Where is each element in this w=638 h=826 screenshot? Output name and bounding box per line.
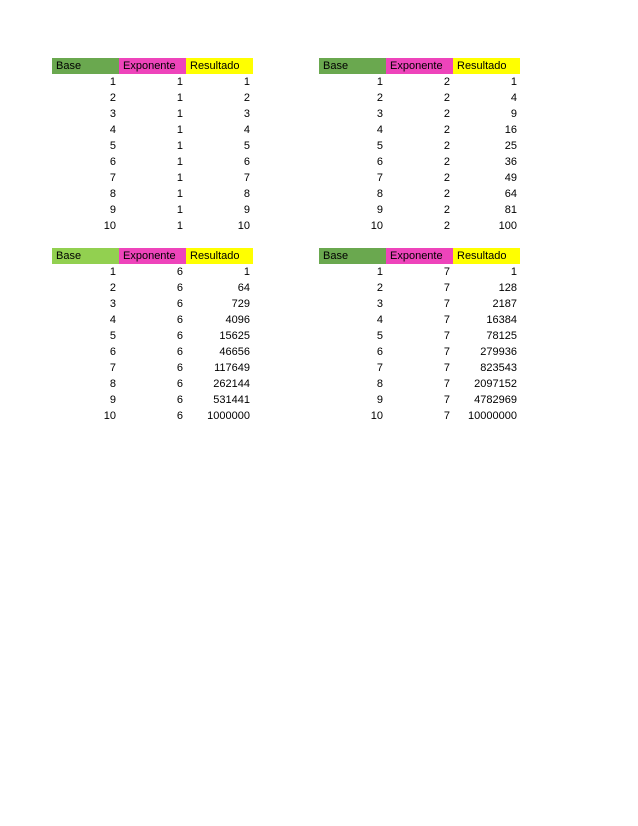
resultado-cell: 9 — [243, 204, 250, 216]
resultado-cell: 78125 — [486, 330, 517, 342]
power-table-exponent-2 — [319, 58, 520, 234]
exponente-cell: 7 — [443, 266, 450, 278]
resultado-cell: 9 — [510, 108, 517, 120]
exponente-cell: 7 — [443, 298, 450, 310]
exponente-cell: 2 — [443, 140, 450, 152]
resultado-cell: 2097152 — [474, 378, 517, 390]
exponente-cell: 6 — [176, 282, 183, 294]
base-cell: 3 — [109, 108, 116, 120]
power-table-exponent-6 — [52, 248, 253, 424]
base-cell: 2 — [376, 282, 383, 294]
base-cell: 7 — [376, 362, 383, 374]
base-cell: 8 — [109, 378, 116, 390]
exponente-header: Exponente — [119, 248, 186, 264]
base-cell: 2 — [376, 92, 383, 104]
resultado-cell: 46656 — [219, 346, 250, 358]
resultado-header: Resultado — [453, 248, 520, 264]
resultado-cell: 1 — [510, 76, 517, 88]
table-row — [52, 376, 253, 392]
power-table-exponent-1 — [52, 58, 253, 234]
resultado-cell: 64 — [504, 188, 517, 200]
resultado-cell: 1 — [243, 76, 250, 88]
exponente-cell: 2 — [443, 92, 450, 104]
table-row — [319, 138, 520, 154]
exponente-cell: 6 — [176, 410, 183, 422]
resultado-cell: 6 — [243, 156, 250, 168]
header-row — [319, 248, 520, 264]
resultado-cell: 117649 — [214, 362, 250, 374]
table-row — [319, 264, 520, 280]
exponente-cell: 1 — [176, 92, 183, 104]
base-cell: 4 — [376, 124, 383, 136]
exponente-cell: 7 — [443, 346, 450, 358]
exponente-cell: 2 — [443, 220, 450, 232]
base-cell: 7 — [109, 172, 116, 184]
table-row — [319, 328, 520, 344]
base-cell: 4 — [109, 124, 116, 136]
base-cell: 10 — [103, 220, 116, 232]
exponente-cell: 6 — [176, 266, 183, 278]
table-row — [52, 122, 253, 138]
base-cell: 6 — [376, 346, 383, 358]
base-cell: 1 — [376, 76, 383, 88]
table-row — [319, 122, 520, 138]
base-cell: 4 — [376, 314, 383, 326]
exponente-cell: 2 — [443, 172, 450, 184]
resultado-cell: 49 — [504, 172, 517, 184]
base-header: Base — [319, 58, 386, 74]
resultado-header: Resultado — [186, 58, 253, 74]
base-cell: 10 — [370, 410, 383, 422]
table-row — [52, 202, 253, 218]
exponente-cell: 1 — [176, 76, 183, 88]
resultado-cell: 531441 — [213, 394, 250, 406]
table-row — [319, 186, 520, 202]
base-cell: 8 — [376, 378, 383, 390]
table-row — [319, 154, 520, 170]
resultado-cell: 81 — [504, 204, 517, 216]
exponente-cell: 1 — [176, 108, 183, 120]
table-row — [52, 344, 253, 360]
resultado-cell: 823543 — [480, 362, 517, 374]
exponente-cell: 1 — [176, 156, 183, 168]
resultado-cell: 729 — [231, 298, 250, 310]
resultado-header: Resultado — [453, 58, 520, 74]
resultado-cell: 10 — [237, 220, 250, 232]
base-cell: 1 — [109, 266, 116, 278]
exponente-cell: 1 — [176, 124, 183, 136]
base-cell: 2 — [109, 282, 116, 294]
resultado-cell: 4 — [510, 92, 517, 104]
table-row — [52, 90, 253, 106]
table-row — [52, 154, 253, 170]
base-header: Base — [52, 248, 119, 264]
table-row — [319, 74, 520, 90]
exponente-cell: 7 — [443, 378, 450, 390]
table-row — [52, 408, 253, 424]
base-cell: 9 — [376, 394, 383, 406]
table-row — [52, 218, 253, 234]
exponente-cell: 1 — [176, 172, 183, 184]
table-row — [52, 312, 253, 328]
resultado-cell: 8 — [243, 188, 250, 200]
resultado-cell: 7 — [243, 172, 250, 184]
header-row — [319, 58, 520, 74]
resultado-cell: 1 — [243, 266, 250, 278]
base-header: Base — [319, 248, 386, 264]
base-cell: 1 — [376, 266, 383, 278]
base-cell: 3 — [109, 298, 116, 310]
table-row — [319, 376, 520, 392]
exponente-cell: 6 — [176, 298, 183, 310]
resultado-cell: 64 — [237, 282, 250, 294]
exponente-cell: 1 — [176, 188, 183, 200]
table-row — [319, 202, 520, 218]
base-cell: 9 — [109, 204, 116, 216]
table-row — [319, 280, 520, 296]
exponente-cell: 7 — [443, 330, 450, 342]
table-row — [319, 170, 520, 186]
resultado-cell: 128 — [498, 282, 517, 294]
table-row — [52, 280, 253, 296]
table-row — [319, 312, 520, 328]
resultado-cell: 4 — [243, 124, 250, 136]
exponente-cell: 1 — [176, 204, 183, 216]
exponente-cell: 2 — [443, 188, 450, 200]
exponente-cell: 7 — [443, 314, 450, 326]
table-row — [52, 170, 253, 186]
exponente-cell: 6 — [176, 378, 183, 390]
exponente-cell: 2 — [443, 156, 450, 168]
resultado-cell: 262144 — [213, 378, 250, 390]
header-row — [52, 58, 253, 74]
resultado-cell: 5 — [243, 140, 250, 152]
header-row — [52, 248, 253, 264]
resultado-header: Resultado — [186, 248, 253, 264]
resultado-cell: 4096 — [225, 314, 250, 326]
resultado-cell: 2187 — [492, 298, 517, 310]
table-row — [52, 296, 253, 312]
base-cell: 5 — [109, 330, 116, 342]
exponente-header: Exponente — [386, 248, 453, 264]
base-cell: 7 — [109, 362, 116, 374]
exponente-cell: 2 — [443, 76, 450, 88]
exponente-header: Exponente — [386, 58, 453, 74]
resultado-cell: 36 — [504, 156, 517, 168]
base-cell: 3 — [376, 108, 383, 120]
exponente-cell: 6 — [176, 346, 183, 358]
table-row — [52, 138, 253, 154]
resultado-cell: 1 — [510, 266, 517, 278]
resultado-cell: 279936 — [480, 346, 517, 358]
base-cell: 8 — [376, 188, 383, 200]
exponente-cell: 6 — [176, 330, 183, 342]
table-row — [52, 74, 253, 90]
table-row — [52, 328, 253, 344]
base-header: Base — [52, 58, 119, 74]
exponente-cell: 2 — [443, 204, 450, 216]
table-row — [319, 360, 520, 376]
table-row — [319, 106, 520, 122]
base-cell: 6 — [376, 156, 383, 168]
resultado-cell: 3 — [243, 108, 250, 120]
resultado-cell: 100 — [498, 220, 517, 232]
exponente-cell: 7 — [443, 394, 450, 406]
exponente-cell: 6 — [176, 394, 183, 406]
base-cell: 6 — [109, 346, 116, 358]
resultado-cell: 2 — [243, 92, 250, 104]
exponente-cell: 1 — [176, 220, 183, 232]
exponente-header: Exponente — [119, 58, 186, 74]
base-cell: 10 — [370, 220, 383, 232]
power-table-exponent-7 — [319, 248, 520, 424]
table-row — [319, 296, 520, 312]
base-cell: 1 — [109, 76, 116, 88]
table-row — [319, 408, 520, 424]
resultado-cell: 10000000 — [468, 410, 517, 422]
base-cell: 5 — [109, 140, 116, 152]
table-row — [52, 186, 253, 202]
table-row — [52, 264, 253, 280]
table-row — [319, 90, 520, 106]
resultado-cell: 16 — [504, 124, 517, 136]
base-cell: 5 — [376, 140, 383, 152]
exponente-cell: 6 — [176, 314, 183, 326]
table-row — [319, 392, 520, 408]
base-cell: 10 — [103, 410, 116, 422]
exponente-cell: 2 — [443, 108, 450, 120]
exponente-cell: 7 — [443, 362, 450, 374]
resultado-cell: 1000000 — [207, 410, 250, 422]
base-cell: 9 — [109, 394, 116, 406]
base-cell: 6 — [109, 156, 116, 168]
exponente-cell: 7 — [443, 282, 450, 294]
table-row — [319, 344, 520, 360]
base-cell: 3 — [376, 298, 383, 310]
resultado-cell: 16384 — [486, 314, 517, 326]
exponente-cell: 2 — [443, 124, 450, 136]
table-row — [52, 106, 253, 122]
resultado-cell: 25 — [504, 140, 517, 152]
base-cell: 9 — [376, 204, 383, 216]
base-cell: 8 — [109, 188, 116, 200]
exponente-cell: 6 — [176, 362, 183, 374]
exponente-cell: 1 — [176, 140, 183, 152]
base-cell: 2 — [109, 92, 116, 104]
exponente-cell: 7 — [443, 410, 450, 422]
base-cell: 4 — [109, 314, 116, 326]
resultado-cell: 4782969 — [474, 394, 517, 406]
base-cell: 7 — [376, 172, 383, 184]
table-row — [319, 218, 520, 234]
table-row — [52, 360, 253, 376]
table-row — [52, 392, 253, 408]
resultado-cell: 15625 — [219, 330, 250, 342]
base-cell: 5 — [376, 330, 383, 342]
